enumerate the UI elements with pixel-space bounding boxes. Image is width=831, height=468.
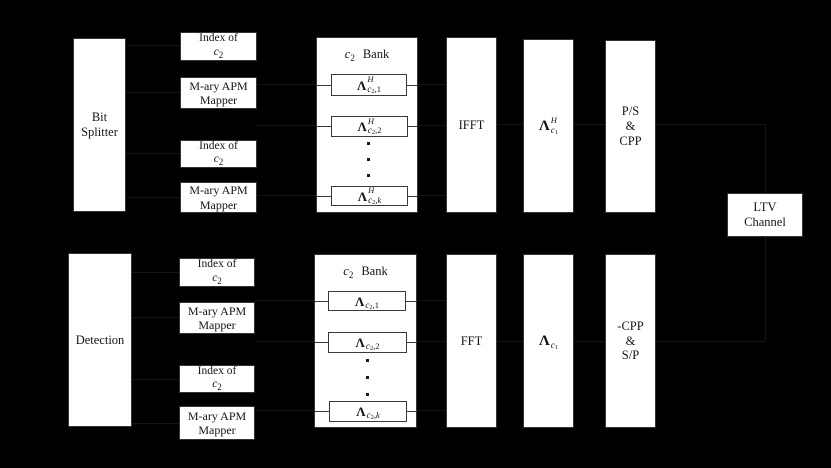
wire [418, 125, 446, 126]
amp-label: & [625, 333, 636, 348]
lambda-c2-1-label: Λ H c 2 , 1 [357, 74, 381, 95]
mary-apm-mapper-box-rx-1 [179, 302, 255, 334]
lambda-c2-2-label: Λ c 2 , 2 [355, 335, 380, 353]
index-of-c2-box-tx-1 [180, 32, 257, 61]
ltv-label-line2: Channel [744, 215, 786, 229]
bit-splitter-box [73, 38, 126, 212]
mapper-label-line2: Mapper [199, 197, 238, 212]
wire [131, 272, 179, 273]
index-of-c2-box-tx-2 [180, 140, 257, 168]
wire [257, 195, 316, 196]
wire [574, 124, 605, 125]
neg-cpp-label: -CPP [617, 318, 644, 333]
dot [366, 393, 369, 396]
index-label: Index of [197, 364, 237, 377]
mapper-label-line2: Mapper [199, 93, 238, 107]
bit-splitter-label-line1: Bit [91, 110, 108, 125]
wire [131, 423, 179, 424]
fft-label: FFT [460, 333, 483, 348]
wire [255, 410, 314, 411]
wire [656, 124, 765, 125]
wire [765, 237, 766, 341]
mapper-label-line1: M-ary APM [189, 78, 248, 93]
wire [417, 300, 446, 301]
fft-box [446, 254, 497, 428]
lambda-c2-k-filter-box [329, 401, 407, 422]
wire [255, 300, 314, 301]
wire [255, 341, 314, 342]
mapper-label-line2: Mapper [198, 318, 236, 332]
wire [574, 341, 605, 342]
sp-label: S/P [621, 348, 640, 363]
index-of-c2-box-rx-2 [179, 365, 255, 393]
wire [656, 341, 765, 342]
lambda-c1-hermitian-box [523, 39, 574, 213]
connector-stub [315, 301, 328, 302]
mary-apm-mapper-box-tx-1 [180, 77, 257, 109]
c2-symbol: $c_2$ [212, 271, 222, 286]
lambda-c2-k-label: Λ H c 2 , k [357, 185, 382, 206]
index-label: Index of [197, 258, 237, 271]
wire [131, 379, 179, 380]
index-of-c2-box-rx-1 [179, 258, 255, 287]
lambda-c2-2-filter-box [331, 116, 408, 137]
wire [126, 197, 180, 198]
detection-label: Detection [75, 332, 125, 347]
wire [765, 124, 766, 193]
ellipsis-dots [367, 142, 370, 177]
ifft-label: IFFT [458, 117, 485, 132]
wire [257, 125, 316, 126]
wire [126, 92, 180, 93]
dot [367, 174, 370, 177]
lambda-c2-1-filter-box [331, 74, 407, 96]
c2-bank-label: $c_2$ Bank [343, 264, 388, 280]
wire [497, 124, 523, 125]
lambda-c2-1-filter-box [328, 291, 406, 311]
lambda-c2-2-label: Λ H c 2 , 2 [357, 115, 382, 136]
connector-stub [317, 85, 331, 86]
lambda-c1-hermitian-label: Λ H c 1 [538, 115, 558, 136]
c2-symbol: $c_2$ [212, 378, 222, 393]
cpp-label: CPP [619, 133, 642, 148]
index-label: Index of [199, 139, 238, 152]
wire [131, 317, 179, 318]
mary-apm-mapper-box-tx-2 [180, 182, 257, 213]
mapper-label-line1: M-ary APM [187, 408, 247, 423]
wire [126, 153, 180, 154]
lambda-c2-k-filter-box [331, 186, 408, 206]
lambda-c2-1-label: Λ c 2 , 1 [355, 293, 379, 311]
ellipsis-dots [366, 359, 369, 396]
ps-label: P/S [621, 104, 640, 119]
dot [366, 359, 369, 362]
lambda-c2-2-filter-box [328, 332, 407, 353]
lambda-c1-label: Λ c 1 [538, 332, 558, 351]
c2-bank-box-tx [316, 37, 418, 213]
detection-box [68, 253, 132, 427]
wire [418, 84, 446, 85]
mapper-label-line2: Mapper [198, 423, 236, 437]
ltv-label-line1: LTV [753, 200, 777, 215]
mapper-label-line1: M-ary APM [187, 303, 247, 318]
amp-label: & [625, 119, 636, 134]
wire [257, 84, 316, 85]
mary-apm-mapper-box-rx-2 [179, 406, 255, 440]
cpp-sp-box [605, 254, 656, 428]
dot [367, 142, 370, 145]
wire [126, 45, 180, 46]
connector-stub [317, 196, 331, 197]
c2-symbol: $c_2$ [213, 45, 224, 60]
ltv-channel-box [727, 193, 803, 237]
c2-symbol: $c_2$ [213, 153, 224, 168]
c2-bank-label: $c_2$ Bank [344, 47, 390, 63]
dot [366, 376, 369, 379]
lambda-c2-k-label: Λ c 2 , k [356, 404, 380, 422]
ps-cpp-box [605, 40, 656, 213]
wire [417, 410, 446, 411]
lambda-c1-box [523, 254, 574, 428]
connector-stub [317, 126, 331, 127]
mapper-label-line1: M-ary APM [189, 183, 248, 198]
bit-splitter-label-line2: Splitter [81, 125, 118, 139]
connector-stub [315, 342, 328, 343]
dot [367, 158, 370, 161]
connector-stub [315, 411, 329, 412]
wire [418, 195, 446, 196]
wire [497, 341, 523, 342]
c2-bank-box-rx [314, 254, 417, 428]
ifft-box [446, 37, 497, 213]
index-label: Index of [199, 32, 238, 45]
wire [417, 341, 446, 342]
